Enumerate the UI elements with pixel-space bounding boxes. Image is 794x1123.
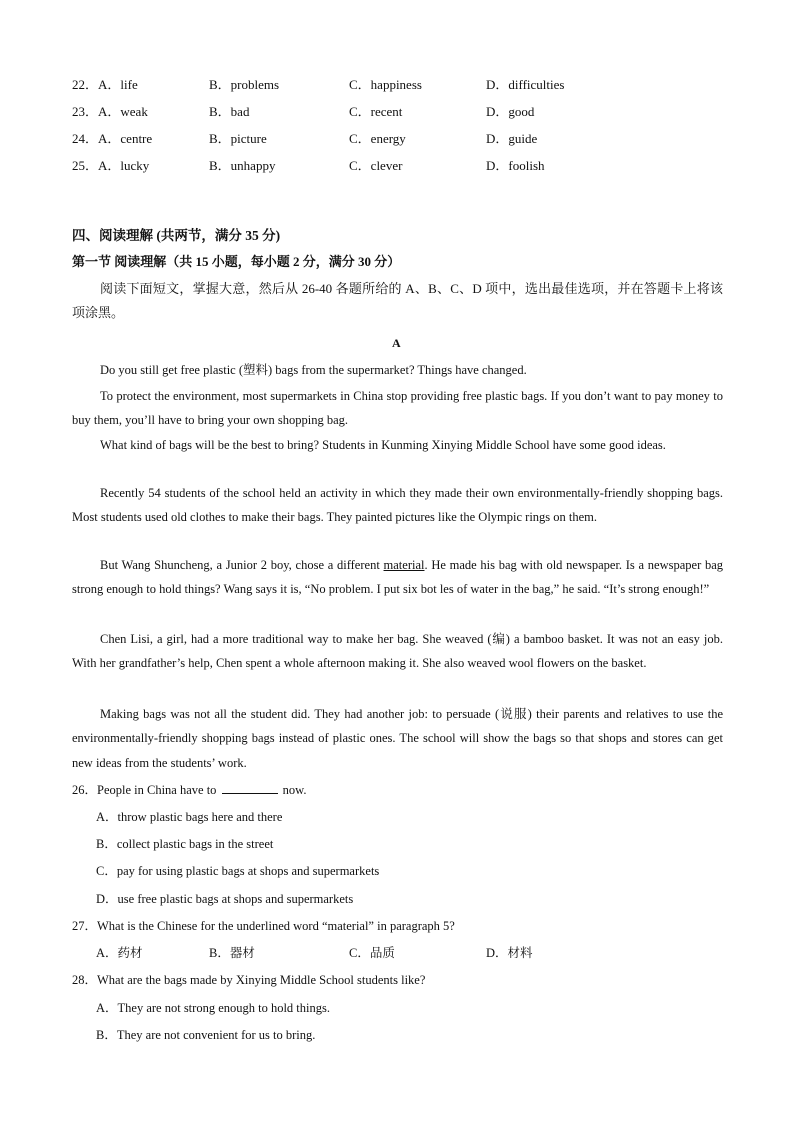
question-26-option-d: D．use free plastic bags at shops and supermarkets — [96, 892, 354, 906]
option-a: 23．A．weak — [72, 104, 148, 119]
passage-paragraph-1: Do you still get free plastic (塑料) bags from the supermarket? Things have changed. — [100, 363, 527, 377]
question-26-option-a: A．throw plastic bags here and there — [96, 810, 283, 824]
question-28-option-a: A．They are not strong enough to hold things. — [96, 1001, 330, 1015]
passage-paragraph-5: But Wang Shuncheng, a Junior 2 boy, chose a different material. He made his bag with old newspaper. Is a newspaper bag strong enough to hold things? Wang says it is, “No problem. I put six bot les of water in the bag,” he said. “It’s strong enough!” — [72, 558, 724, 597]
option-d: D．guide — [486, 131, 538, 146]
option-c: C．happiness — [349, 77, 422, 92]
question-28-stem: 28．What are the bags made by Xinying Middle School students like? — [72, 973, 426, 987]
option-b: B．bad — [209, 104, 250, 119]
passage-paragraph-2: To protect the environment, most supermarkets in China stop providing free plastic bags. If you don’t want to pay money to buy them, you’ll have to bring your own shopping bag. — [72, 389, 723, 428]
option-d: D．good — [486, 104, 535, 119]
cloze-option-row — [72, 102, 752, 122]
question-28-option-b: B．They are not convenient for us to bring. — [96, 1028, 316, 1042]
option-b: B．problems — [209, 77, 280, 92]
question-26-option-b: B．collect plastic bags in the street — [96, 837, 274, 851]
question-26-option-c: C．pay for using plastic bags at shops and supermarkets — [96, 864, 380, 878]
cloze-option-row — [72, 156, 752, 176]
option-b: B．picture — [209, 131, 267, 146]
option-c: C．energy — [349, 131, 406, 146]
cloze-option-row — [72, 75, 752, 95]
question-27-option-a: A．药材 — [96, 946, 143, 960]
section-title: 四、阅读理解 (共两节，满分 35 分) — [72, 228, 281, 243]
option-c: C．clever — [349, 158, 403, 173]
question-27-option-b: B．器材 — [209, 946, 255, 960]
option-a: 25．A．lucky — [72, 158, 150, 173]
option-b: B．unhappy — [209, 158, 276, 173]
option-a: 24．A．centre — [72, 131, 153, 146]
question-27-option-c: C．品质 — [349, 946, 395, 960]
answer-blank — [222, 781, 278, 794]
passage-paragraph-6: Chen Lisi, a girl, had a more traditional way to make her bag. She weaved (编) a bamboo basket. It was not an easy job. With her grandfather’s help, Chen spent a whole afternoon making it. She also weaved wool flowers on the basket. — [72, 632, 723, 671]
question-27-option-d: D．材料 — [486, 946, 533, 960]
option-c: C．recent — [349, 104, 403, 119]
cloze-option-row — [72, 129, 752, 149]
passage-label: A — [392, 336, 401, 350]
instructions: 阅读下面短文，掌握大意，然后从 26-40 各题所给的 A、B、C、D 项中，选出最佳选项，并在答题卡上将该项涂黑。 — [72, 281, 723, 321]
underlined-word: material — [383, 558, 425, 572]
subsection-title: 第一节 阅读理解（共 15 小题，每小题 2 分，满分 30 分） — [72, 254, 401, 269]
passage-paragraph-7: Making bags was not all the student did. They had another job: to persuade (说服) their parents and relatives to use the environmentally-friendly shopping bags instead of plastic ones. The school will show the bags so that shops and stores can get new ideas from the students’ work. — [72, 707, 723, 770]
option-d: D．foolish — [486, 158, 545, 173]
question-26-stem: 26．People in China have to now. — [72, 783, 307, 797]
option-d: D．difficulties — [486, 77, 565, 92]
option-a: 22．A．life — [72, 77, 138, 92]
passage-paragraph-3: What kind of bags will be the best to bring? Students in Kunming Xinying Middle School have some good ideas. — [100, 438, 666, 452]
question-27-stem: 27．What is the Chinese for the underlined word “material” in paragraph 5? — [72, 919, 455, 933]
passage-paragraph-4: Recently 54 students of the school held an activity in which they made their own environmentally-friendly shopping bags. Most students used old clothes to make their bags. They painted pictures like the Olympic rings on them. — [72, 486, 723, 525]
